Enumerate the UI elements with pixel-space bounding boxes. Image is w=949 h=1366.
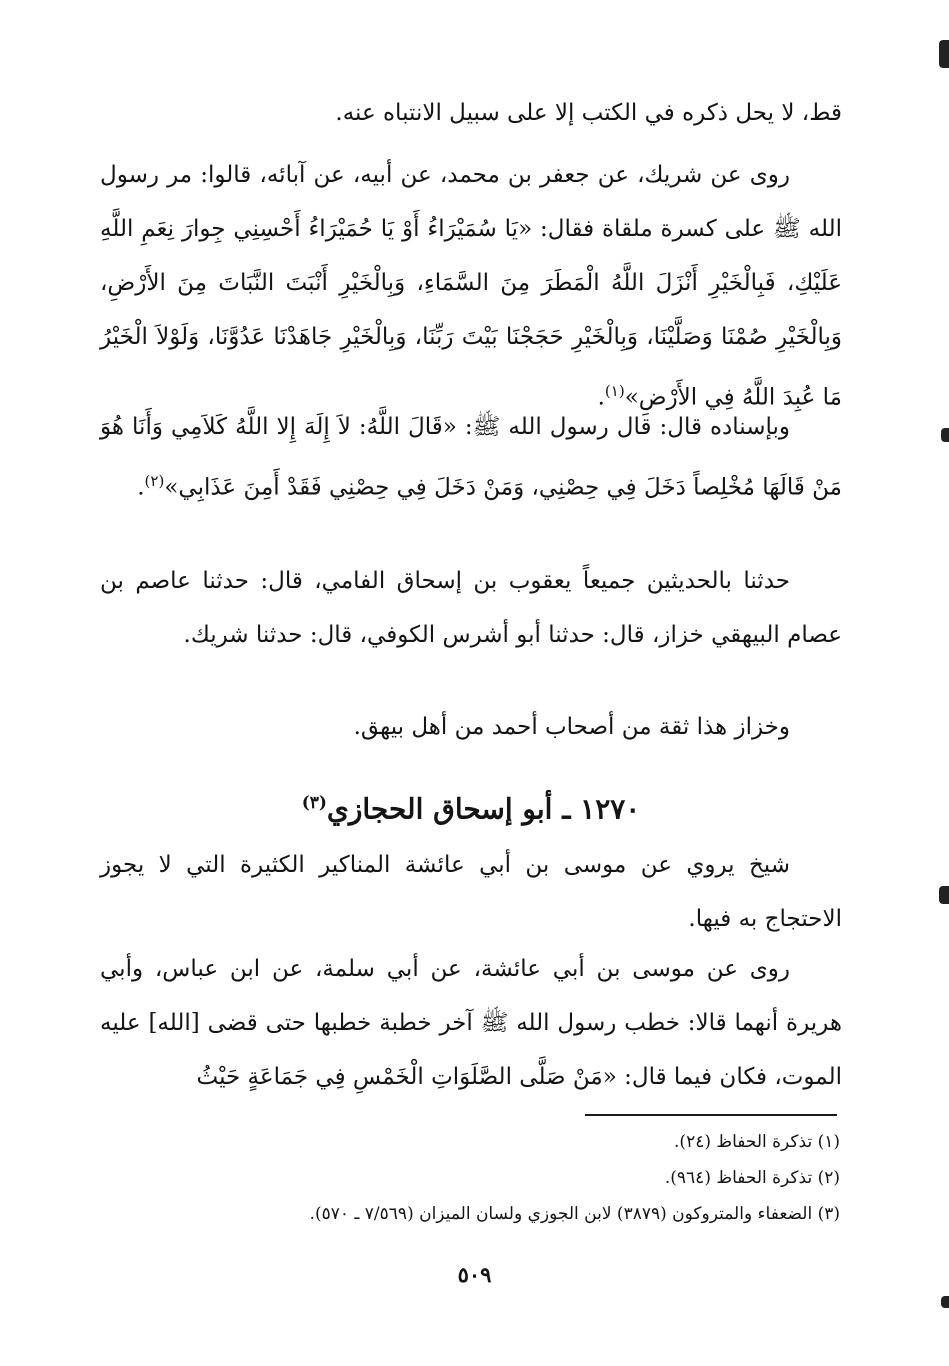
footnote-item: (٣) الضعفاء والمتروكون (٣٨٧٩) لابن الجوزي ولسان الميزان (٧/٥٦٩ ـ ٥٧٠).: [309, 1204, 840, 1224]
edge-scan-mark: [941, 1296, 949, 1308]
entry-heading: [100, 778, 842, 834]
edge-scan-mark: [939, 886, 949, 904]
edge-scan-mark: [939, 40, 949, 68]
footnote-ref-2: (٢): [144, 472, 165, 490]
page-number: ٥٠٩: [457, 1262, 492, 1287]
entry-heading-text: ١٢٧٠ ـ أبو إسحاق الحجازي: [326, 792, 641, 826]
footnote-separator: [585, 1114, 837, 1116]
paragraph-hadith-2: [100, 400, 842, 515]
paragraph-entry-description: شيخ يروي عن موسى بن أبي عائشة المناكير الكثيرة التي لا يجوز الاحتجاج به فيها.: [100, 852, 842, 932]
paragraph-isnad: حدثنا بالحديثين جميعاً يعقوب بن إسحاق الفامي، قال: حدثنا عاصم بن عصام البيهقي خزاز، قال: حدثنا أبو أشرس الكوفي، قال: حدثنا شريك.: [100, 568, 842, 648]
footnotes-list: [100, 1124, 840, 1232]
footnote-ref-1: (١): [604, 382, 625, 400]
footnote-item: (١) تذكرة الحفاظ (٢٤).: [674, 1132, 840, 1152]
edge-scan-mark: [941, 428, 949, 442]
paragraph-hadith-3: روى عن موسى بن أبي عائشة، عن أبي سلمة، عن ابن عباس، وأبي هريرة أنهما قالا: خطب رسول الله ﷺ آخر خطبة خطبها حتى قضى [الله] عليه الموت، فكان فيما قال: «مَنْ صَلَّى الصَّلَوَاتِ الْخَمْسِ فِي جَمَاعَةٍ حَيْثُ: [100, 956, 842, 1090]
footnote-ref-3: (٣): [301, 793, 327, 813]
paragraph-note: وخزاز هذا ثقة من أصحاب أحمد من أهل بيهق.: [353, 714, 790, 740]
footnote-item: (٢) تذكرة الحفاظ (٩٦٤).: [664, 1168, 840, 1188]
paragraph-continuation: قط، لا يحل ذكره في الكتب إلا على سبيل الانتباه عنه.: [335, 100, 842, 126]
paragraph-hadith-2-end: .: [137, 474, 145, 501]
paragraph-hadith-1: [100, 148, 842, 425]
paragraph-hadith-1-end: .: [597, 384, 605, 411]
paragraph-hadith-1-text: روى عن شريك، عن جعفر بن محمد، عن أبيه، عن آبائه، قالوا: مر رسول الله ﷺ على كسرة ملقاة فقال: «يَا سُمَيْرَاءُ أَوْ يَا حُمَيْرَاءُ أَحْسِنِي جِوارَ نِعَمِ اللَّهِ عَلَيْكِ، فَبِالْخَيْرِ أَنْزَلَ اللَّهُ الْمَطَرَ مِنَ السَّمَاءِ، وَبِالْخَيْرِ أَنْبَتَ النَّبَاتَ مِنَ الأَرْضِ، وَبِالْخَيْرِ صُمْنَا وَصَلَّيْنَا، وَبِالْخَيْرِ حَجَجْنَا بَيْتَ رَبِّنَا، وَبِالْخَيْرِ جَاهَدْنَا عَدُوَّنَا، وَلَوْلاَ الْخَيْرُ مَا عُبِدَ اللَّهُ فِي الأَرْضِ»: [100, 162, 842, 411]
paragraph-hadith-2-text: وبإسناده قال: قال رسول الله ﷺ: «قَالَ اللَّهُ: لاَ إِلَهَ إِلا اللَّهُ كَلاَمِي وَأَنَا هُوَ مَنْ قَالَهَا مُخْلِصاً دَخَلَ فِي حِصْنِي، وَمَنْ دَخَلَ فِي حِصْنِي فَقَدْ أَمِنَ عَذَابِي»: [100, 414, 842, 501]
